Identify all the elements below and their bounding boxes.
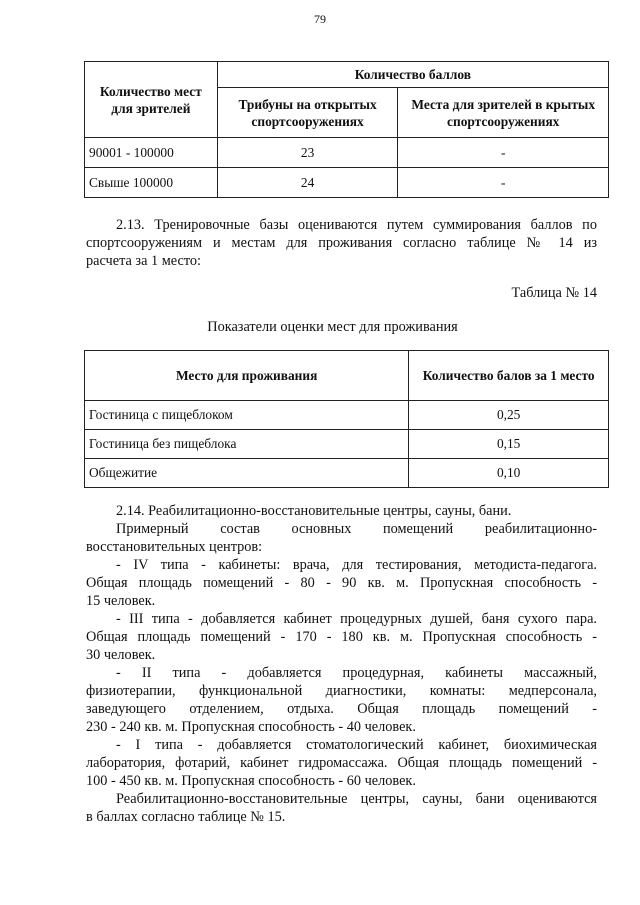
spectator-points-table xyxy=(84,61,609,198)
table-row xyxy=(85,138,609,168)
row-value: 0,15 xyxy=(409,430,609,459)
table-row xyxy=(85,168,609,198)
accommodation-points-table xyxy=(84,350,609,488)
type-ii-line: 230 - 240 кв. м. Пропускная способность - 40 человек. xyxy=(86,719,416,735)
text-line: 2.13. Тренировочные базы оцениваются путем суммирования баллов по xyxy=(116,217,597,233)
section-2-14 xyxy=(86,502,597,826)
text-line: Реабилитационно-восстановительные центры, сауны, бани оцениваются xyxy=(116,791,597,807)
row-label: Гостиница без пищеблока xyxy=(85,430,409,459)
type-iv-line: 15 человек. xyxy=(86,593,156,609)
type-ii-line: заведующего отделением, отдыха. Общая площадь помещений - xyxy=(86,701,597,717)
type-ii-line: - II типа - добавляется процедурная, кабинеты массажный, xyxy=(116,665,597,681)
type-iii-line: 30 человек. xyxy=(86,647,156,663)
type-iii-line: - III типа - добавляется кабинет процедурных душей, баня сухого пара. xyxy=(116,611,597,627)
table-row xyxy=(85,459,609,488)
type-ii-line: физиотерапии, функциональной диагностики, комнаты: медперсонала, xyxy=(86,683,597,699)
type-i-line: лаборатория, фотарий, кабинет гидромассажа. Общая площадь помещений - xyxy=(86,755,597,771)
header-points: Количество баллов xyxy=(217,62,608,88)
type-iv-line: Общая площадь помещений - 80 - 90 кв. м. Пропускная способность - xyxy=(86,575,597,591)
row-label: Свыше 100000 xyxy=(85,168,218,198)
row-indoor-value: - xyxy=(398,138,609,168)
table-row xyxy=(85,430,609,459)
page-number: 79 xyxy=(314,12,326,26)
row-label: 90001 - 100000 xyxy=(85,138,218,168)
paragraph-2-13 xyxy=(86,216,597,270)
header-points-per-place: Количество балов за 1 место xyxy=(409,351,609,401)
type-iv-line: - IV типа - кабинеты: врача, для тестирования, методиста-педагога. xyxy=(116,557,597,573)
row-indoor-value: - xyxy=(398,168,609,198)
table-row xyxy=(85,401,609,430)
type-i-line: 100 - 450 кв. м. Пропускная способность - 60 человек. xyxy=(86,773,416,789)
row-label: Общежитие xyxy=(85,459,409,488)
table-title: Показатели оценки мест для проживания xyxy=(207,319,458,335)
header-indoor-seats: Места для зрителей в крытых спортсооружениях xyxy=(398,88,609,138)
text-line: Примерный состав основных помещений реабилитационно- xyxy=(116,521,597,537)
row-label: Гостиница с пищеблоком xyxy=(85,401,409,430)
text-line: расчета за 1 место: xyxy=(86,253,201,269)
row-outdoor-value: 23 xyxy=(217,138,398,168)
section-title: 2.14. Реабилитационно-восстановительные центры, сауны, бани. xyxy=(116,503,512,519)
row-value: 0,25 xyxy=(409,401,609,430)
row-outdoor-value: 24 xyxy=(217,168,398,198)
table-label: Таблица № 14 xyxy=(511,285,597,301)
header-outdoor-stands: Трибуны на открытых спортсооружениях xyxy=(217,88,398,138)
row-value: 0,10 xyxy=(409,459,609,488)
text-line: в баллах согласно таблице № 15. xyxy=(86,809,286,825)
header-spectator-seats: Количество мест для зрителей xyxy=(85,62,218,138)
text-line: спортсооружениям и местам для проживания согласно таблице № 14 из xyxy=(86,235,597,251)
type-i-line: - I типа - добавляется стоматологический кабинет, биохимическая xyxy=(116,737,597,753)
header-accommodation: Место для проживания xyxy=(85,351,409,401)
type-iii-line: Общая площадь помещений - 170 - 180 кв. м. Пропускная способность - xyxy=(86,629,597,645)
text-line: восстановительных центров: xyxy=(86,539,263,555)
